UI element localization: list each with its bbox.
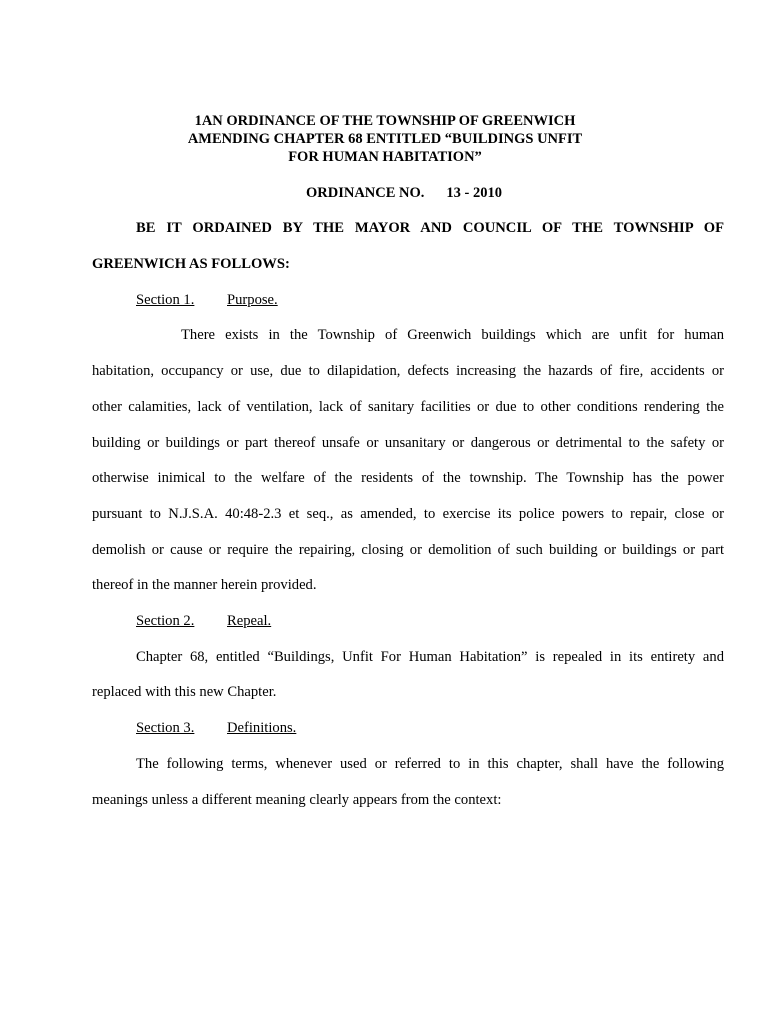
section-2-line: Chapter 68, entitled “Buildings, Unfit For Human Habitation” is repealed in its entirety and — [136, 649, 724, 665]
section-1-number: Section 1. — [136, 292, 195, 308]
preamble-line-1: BE IT ORDAINED BY THE MAYOR AND COUNCIL OF THE TOWNSHIP OF — [136, 220, 724, 236]
ordinance-number-value: 13 - 2010 — [446, 185, 503, 201]
ordinance-number — [306, 183, 502, 203]
section-1-line: There exists in the Township of Greenwich buildings which are unfit for human — [181, 327, 724, 343]
section-3-line: The following terms, whenever used or referred to in this chapter, shall have the following — [136, 756, 724, 772]
ordinance-title-line-1: 1AN ORDINANCE OF THE TOWNSHIP OF GREENWICH — [194, 113, 576, 129]
section-1-heading: Purpose. — [227, 292, 278, 308]
section-1-line: habitation, occupancy or use, due to dilapidation, defects increasing the hazards of fire, accidents or — [92, 363, 724, 379]
section-1-line: otherwise inimical to the welfare of the residents of the township. The Township has the power — [92, 470, 724, 486]
ordinance-title-line-3: FOR HUMAN HABITATION” — [288, 149, 482, 165]
section-3-number: Section 3. — [136, 720, 195, 736]
section-1-line: building or buildings or part thereof unsafe or unsanitary or dangerous or detrimental to the safety or — [92, 435, 724, 451]
section-2-line: replaced with this new Chapter. — [92, 684, 277, 700]
section-2-number: Section 2. — [136, 613, 195, 629]
section-1-line: demolish or cause or require the repairing, closing or demolition of such building or buildings or part — [92, 542, 724, 558]
preamble-line-2: GREENWICH AS FOLLOWS: — [92, 256, 290, 272]
section-1-line: other calamities, lack of ventilation, lack of sanitary facilities or due to other conditions rendering the — [92, 399, 724, 415]
ordinance-number-label: ORDINANCE NO. — [306, 185, 425, 201]
section-1-line: thereof in the manner herein provided. — [92, 577, 317, 593]
section-1-line: pursuant to N.J.S.A. 40:48-2.3 et seq., as amended, to exercise its police powers to repair, close or — [92, 506, 724, 522]
section-3-line: meanings unless a different meaning clearly appears from the context: — [92, 792, 502, 808]
section-2-heading: Repeal. — [227, 613, 272, 629]
ordinance-title-line-2: AMENDING CHAPTER 68 ENTITLED “BUILDINGS UNFIT — [187, 131, 583, 147]
section-3-heading: Definitions. — [227, 720, 297, 736]
